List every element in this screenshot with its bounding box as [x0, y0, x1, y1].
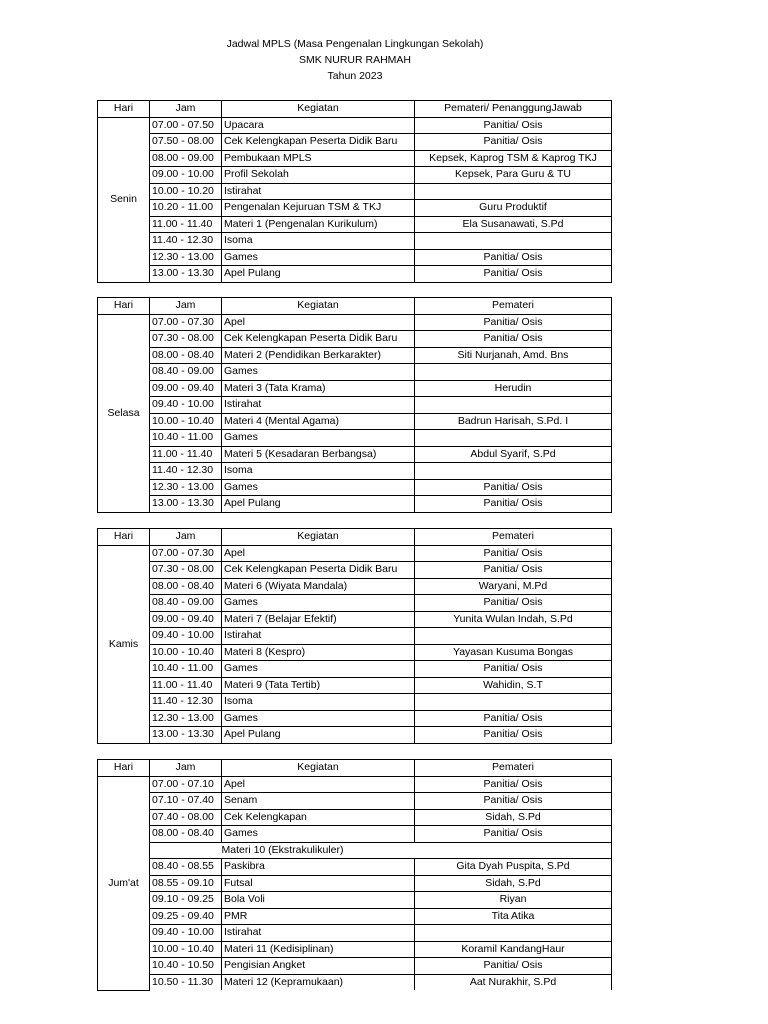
activity-cell: Upacara [222, 117, 415, 134]
header-time: Jam [150, 101, 222, 118]
time-cell: 08.00 - 08.40 [150, 578, 222, 595]
activity-cell: Materi 11 (Kedisiplinan) [222, 941, 415, 958]
table-row [98, 331, 612, 348]
table-row [98, 249, 612, 266]
activity-cell: Senam [222, 793, 415, 810]
presenter-cell: Kepsek, Kaprog TSM & Kaprog TKJ [415, 150, 612, 167]
presenter-cell: Panitia/ Osis [415, 314, 612, 331]
table-row [98, 545, 612, 562]
table-row [98, 496, 612, 513]
schedule-table-selasa [97, 297, 612, 513]
day-cell: Selasa [98, 314, 150, 512]
table-row [98, 958, 612, 975]
table-row [98, 925, 612, 942]
presenter-cell [415, 842, 612, 859]
table-row [98, 661, 612, 678]
presenter-cell: Panitia/ Osis [415, 117, 612, 134]
table-row [98, 644, 612, 661]
header-presenter: Pemateri [415, 298, 612, 315]
activity-cell: Bola Voli [222, 892, 415, 909]
activity-cell: Games [222, 364, 415, 381]
time-cell: 11.00 - 11.40 [150, 677, 222, 694]
time-cell: 09.25 - 09.40 [150, 908, 222, 925]
table-row [98, 628, 612, 645]
presenter-cell: Panitia/ Osis [415, 661, 612, 678]
table-row [98, 364, 612, 381]
time-cell: 10.40 - 11.00 [150, 661, 222, 678]
table-row [98, 463, 612, 480]
table-row [98, 430, 612, 447]
presenter-cell: Panitia/ Osis [415, 266, 612, 283]
time-cell: 07.00 - 07.10 [150, 776, 222, 793]
activity-cell: PMR [222, 908, 415, 925]
time-cell: 07.30 - 08.00 [150, 331, 222, 348]
time-cell: 08.40 - 09.00 [150, 364, 222, 381]
table-row [98, 826, 612, 843]
time-cell: 11.40 - 12.30 [150, 694, 222, 711]
header-activity: Kegiatan [222, 101, 415, 118]
presenter-cell: Waryani, M.Pd [415, 578, 612, 595]
table-row [98, 694, 612, 711]
header-activity: Kegiatan [222, 298, 415, 315]
table-row [98, 595, 612, 612]
time-cell: 08.00 - 08.40 [150, 347, 222, 364]
presenter-cell: Herudin [415, 380, 612, 397]
activity-cell: Apel Pulang [222, 496, 415, 513]
activity-cell: Materi 5 (Kesadaran Berbangsa) [222, 446, 415, 463]
time-cell: 10.40 - 11.00 [150, 430, 222, 447]
day-cell: Kamis [98, 545, 150, 743]
header-presenter: Pemateri/ PenanggungJawab [415, 101, 612, 118]
table-row [98, 216, 612, 233]
presenter-cell: Ela Susanawati, S.Pd [415, 216, 612, 233]
activity-cell: Cek Kelengkapan [222, 809, 415, 826]
presenter-cell [415, 925, 612, 942]
header-time: Jam [150, 529, 222, 546]
presenter-cell: Sidah, S.Pd [415, 875, 612, 892]
presenter-cell: Panitia/ Osis [415, 710, 612, 727]
presenter-cell: Panitia/ Osis [415, 826, 612, 843]
table-row [98, 859, 612, 876]
table-row [98, 446, 612, 463]
presenter-cell: Panitia/ Osis [415, 727, 612, 744]
year-label: Tahun 2023 [327, 70, 383, 82]
table-header-row [98, 529, 612, 546]
activity-cell: Apel Pulang [222, 266, 415, 283]
time-cell: 13.00 - 13.30 [150, 496, 222, 513]
activity-cell: Cek Kelengkapan Peserta Didik Baru [222, 331, 415, 348]
time-cell: 07.40 - 08.00 [150, 809, 222, 826]
activity-cell: Materi 3 (Tata Krama) [222, 380, 415, 397]
table-row [98, 479, 612, 496]
presenter-cell: Guru Produktif [415, 200, 612, 217]
activity-cell: Apel Pulang [222, 727, 415, 744]
table-row [98, 314, 612, 331]
table-row [98, 842, 612, 859]
table-row [98, 150, 612, 167]
presenter-cell: Yunita Wulan Indah, S.Pd [415, 611, 612, 628]
presenter-cell [415, 364, 612, 381]
header-time: Jam [150, 298, 222, 315]
table-row [98, 562, 612, 579]
header-presenter: Pemateri [415, 529, 612, 546]
table-row [98, 875, 612, 892]
time-cell: 10.20 - 11.00 [150, 200, 222, 217]
table-row [98, 134, 612, 151]
time-cell: 07.00 - 07.50 [150, 117, 222, 134]
table-header-row [98, 298, 612, 315]
presenter-cell: Gita Dyah Puspita, S.Pd [415, 859, 612, 876]
time-cell: 09.00 - 10.00 [150, 167, 222, 184]
presenter-cell: Abdul Syarif, S.Pd [415, 446, 612, 463]
presenter-cell [415, 233, 612, 250]
header-day: Hari [98, 529, 150, 546]
presenter-cell: Panitia/ Osis [415, 496, 612, 513]
document-title: Jadwal MPLS (Masa Pengenalan Lingkungan Sekolah) [226, 38, 484, 50]
table-row [98, 727, 612, 744]
table-row [98, 941, 612, 958]
table-header-row [98, 101, 612, 118]
activity-cell: Apel [222, 314, 415, 331]
activity-cell: Istirahat [222, 628, 415, 645]
time-cell: 10.00 - 10.40 [150, 413, 222, 430]
time-cell: 09.00 - 09.40 [150, 611, 222, 628]
time-cell: 13.00 - 13.30 [150, 727, 222, 744]
activity-cell: Pengenalan Kejuruan TSM & TKJ [222, 200, 415, 217]
presenter-cell: Panitia/ Osis [415, 134, 612, 151]
time-cell: 10.00 - 10.20 [150, 183, 222, 200]
school-name: SMK NURUR RAHMAH [298, 54, 411, 66]
presenter-cell: Riyan [415, 892, 612, 909]
activity-cell: Games [222, 479, 415, 496]
activity-cell: Isoma [222, 463, 415, 480]
time-cell: 07.50 - 08.00 [150, 134, 222, 151]
table-row [98, 167, 612, 184]
activity-cell: Materi 2 (Pendidikan Berkarakter) [222, 347, 415, 364]
table-row [98, 793, 612, 810]
time-cell: 08.00 - 08.40 [150, 826, 222, 843]
activity-cell: Materi 1 (Pengenalan Kurikulum) [222, 216, 415, 233]
table-row [98, 908, 612, 925]
activity-cell: Games [222, 826, 415, 843]
time-cell: 09.40 - 10.00 [150, 628, 222, 645]
presenter-cell: Panitia/ Osis [415, 958, 612, 975]
time-cell: 10.00 - 10.40 [150, 941, 222, 958]
activity-cell: Isoma [222, 233, 415, 250]
activity-cell: Materi 12 (Kepramukaan) [222, 974, 415, 990]
time-cell: 12.30 - 13.00 [150, 249, 222, 266]
activity-cell: Materi 7 (Belajar Efektif) [222, 611, 415, 628]
time-cell: 11.40 - 12.30 [150, 463, 222, 480]
activity-cell: Istirahat [222, 397, 415, 414]
presenter-cell [415, 463, 612, 480]
activity-cell: Apel [222, 545, 415, 562]
presenter-cell [415, 628, 612, 645]
presenter-cell: Panitia/ Osis [415, 595, 612, 612]
time-cell: 07.30 - 08.00 [150, 562, 222, 579]
table-row [98, 200, 612, 217]
activity-cell: Istirahat [222, 183, 415, 200]
day-cell: Senin [98, 117, 150, 282]
activity-cell: Apel [222, 776, 415, 793]
time-cell: 11.00 - 11.40 [150, 216, 222, 233]
time-cell: 07.10 - 07.40 [150, 793, 222, 810]
presenter-cell: Koramil KandangHaur [415, 941, 612, 958]
presenter-cell: Panitia/ Osis [415, 562, 612, 579]
activity-cell: Profil Sekolah [222, 167, 415, 184]
time-cell: 10.00 - 10.40 [150, 644, 222, 661]
schedule-table-senin [97, 100, 612, 283]
activity-cell: Materi 6 (Wiyata Mandala) [222, 578, 415, 595]
activity-cell: Cek Kelengkapan Peserta Didik Baru [222, 134, 415, 151]
time-cell: 12.30 - 13.00 [150, 479, 222, 496]
header-activity: Kegiatan [222, 529, 415, 546]
time-cell: 11.40 - 12.30 [150, 233, 222, 250]
table-row [98, 397, 612, 414]
table-row [98, 892, 612, 909]
time-cell: 10.50 - 11.30 [150, 974, 222, 990]
activity-cell: Cek Kelengkapan Peserta Didik Baru [222, 562, 415, 579]
header-day: Hari [98, 101, 150, 118]
time-cell [150, 842, 222, 859]
schedule-table-kamis [97, 528, 612, 744]
activity-cell: Pembukaan MPLS [222, 150, 415, 167]
time-cell: 08.40 - 09.00 [150, 595, 222, 612]
time-cell: 10.40 - 10.50 [150, 958, 222, 975]
activity-cell: Istirahat [222, 925, 415, 942]
activity-cell: Futsal [222, 875, 415, 892]
time-cell: 09.10 - 09.25 [150, 892, 222, 909]
table-row [98, 578, 612, 595]
header-activity: Kegiatan [222, 760, 415, 777]
table-row [98, 117, 612, 134]
table-row [98, 266, 612, 283]
time-cell: 08.00 - 09.00 [150, 150, 222, 167]
presenter-cell: Panitia/ Osis [415, 479, 612, 496]
table-row [98, 380, 612, 397]
presenter-cell: Tita Atika [415, 908, 612, 925]
time-cell: 08.40 - 08.55 [150, 859, 222, 876]
time-cell: 13.00 - 13.30 [150, 266, 222, 283]
presenter-cell: Wahidin, S.T [415, 677, 612, 694]
time-cell: 07.00 - 07.30 [150, 545, 222, 562]
table-row [98, 611, 612, 628]
day-cell: Jum'at [98, 776, 150, 990]
activity-cell: Games [222, 249, 415, 266]
header-presenter: Pemateri [415, 760, 612, 777]
document-header [0, 36, 710, 84]
table-row [98, 710, 612, 727]
time-cell: 08.55 - 09.10 [150, 875, 222, 892]
header-day: Hari [98, 298, 150, 315]
presenter-cell: Panitia/ Osis [415, 793, 612, 810]
presenter-cell [415, 430, 612, 447]
presenter-cell: Yayasan Kusuma Bongas [415, 644, 612, 661]
table-row [98, 347, 612, 364]
header-day: Hari [98, 760, 150, 777]
schedule-table-jumat [97, 759, 612, 991]
presenter-cell: Panitia/ Osis [415, 776, 612, 793]
table-row [98, 677, 612, 694]
time-cell: 09.40 - 10.00 [150, 925, 222, 942]
presenter-cell: Panitia/ Osis [415, 331, 612, 348]
presenter-cell: Aat Nurakhir, S.Pd [415, 974, 612, 990]
activity-cell: Games [222, 661, 415, 678]
activity-cell: Materi 9 (Tata Tertib) [222, 677, 415, 694]
presenter-cell: Siti Nurjanah, Amd. Bns [415, 347, 612, 364]
activity-cell: Games [222, 430, 415, 447]
activity-cell: Paskibra [222, 859, 415, 876]
activity-cell: Materi 4 (Mental Agama) [222, 413, 415, 430]
activity-cell: Isoma [222, 694, 415, 711]
presenter-cell: Panitia/ Osis [415, 249, 612, 266]
time-cell: 07.00 - 07.30 [150, 314, 222, 331]
section-heading-cell: Materi 10 (Ekstrakulikuler) [222, 842, 415, 859]
table-row [98, 183, 612, 200]
presenter-cell: Sidah, S.Pd [415, 809, 612, 826]
presenter-cell: Kepsek, Para Guru & TU [415, 167, 612, 184]
table-row [98, 974, 612, 990]
presenter-cell [415, 694, 612, 711]
time-cell: 11.00 - 11.40 [150, 446, 222, 463]
presenter-cell [415, 183, 612, 200]
time-cell: 12.30 - 13.00 [150, 710, 222, 727]
table-row [98, 413, 612, 430]
activity-cell: Pengisian Angket [222, 958, 415, 975]
presenter-cell [415, 397, 612, 414]
time-cell: 09.00 - 09.40 [150, 380, 222, 397]
presenter-cell: Badrun Harisah, S.Pd. I [415, 413, 612, 430]
time-cell: 09.40 - 10.00 [150, 397, 222, 414]
activity-cell: Games [222, 710, 415, 727]
activity-cell: Games [222, 595, 415, 612]
table-row [98, 809, 612, 826]
table-row [98, 233, 612, 250]
presenter-cell: Panitia/ Osis [415, 545, 612, 562]
header-time: Jam [150, 760, 222, 777]
activity-cell: Materi 8 (Kespro) [222, 644, 415, 661]
table-header-row [98, 760, 612, 777]
table-row [98, 776, 612, 793]
